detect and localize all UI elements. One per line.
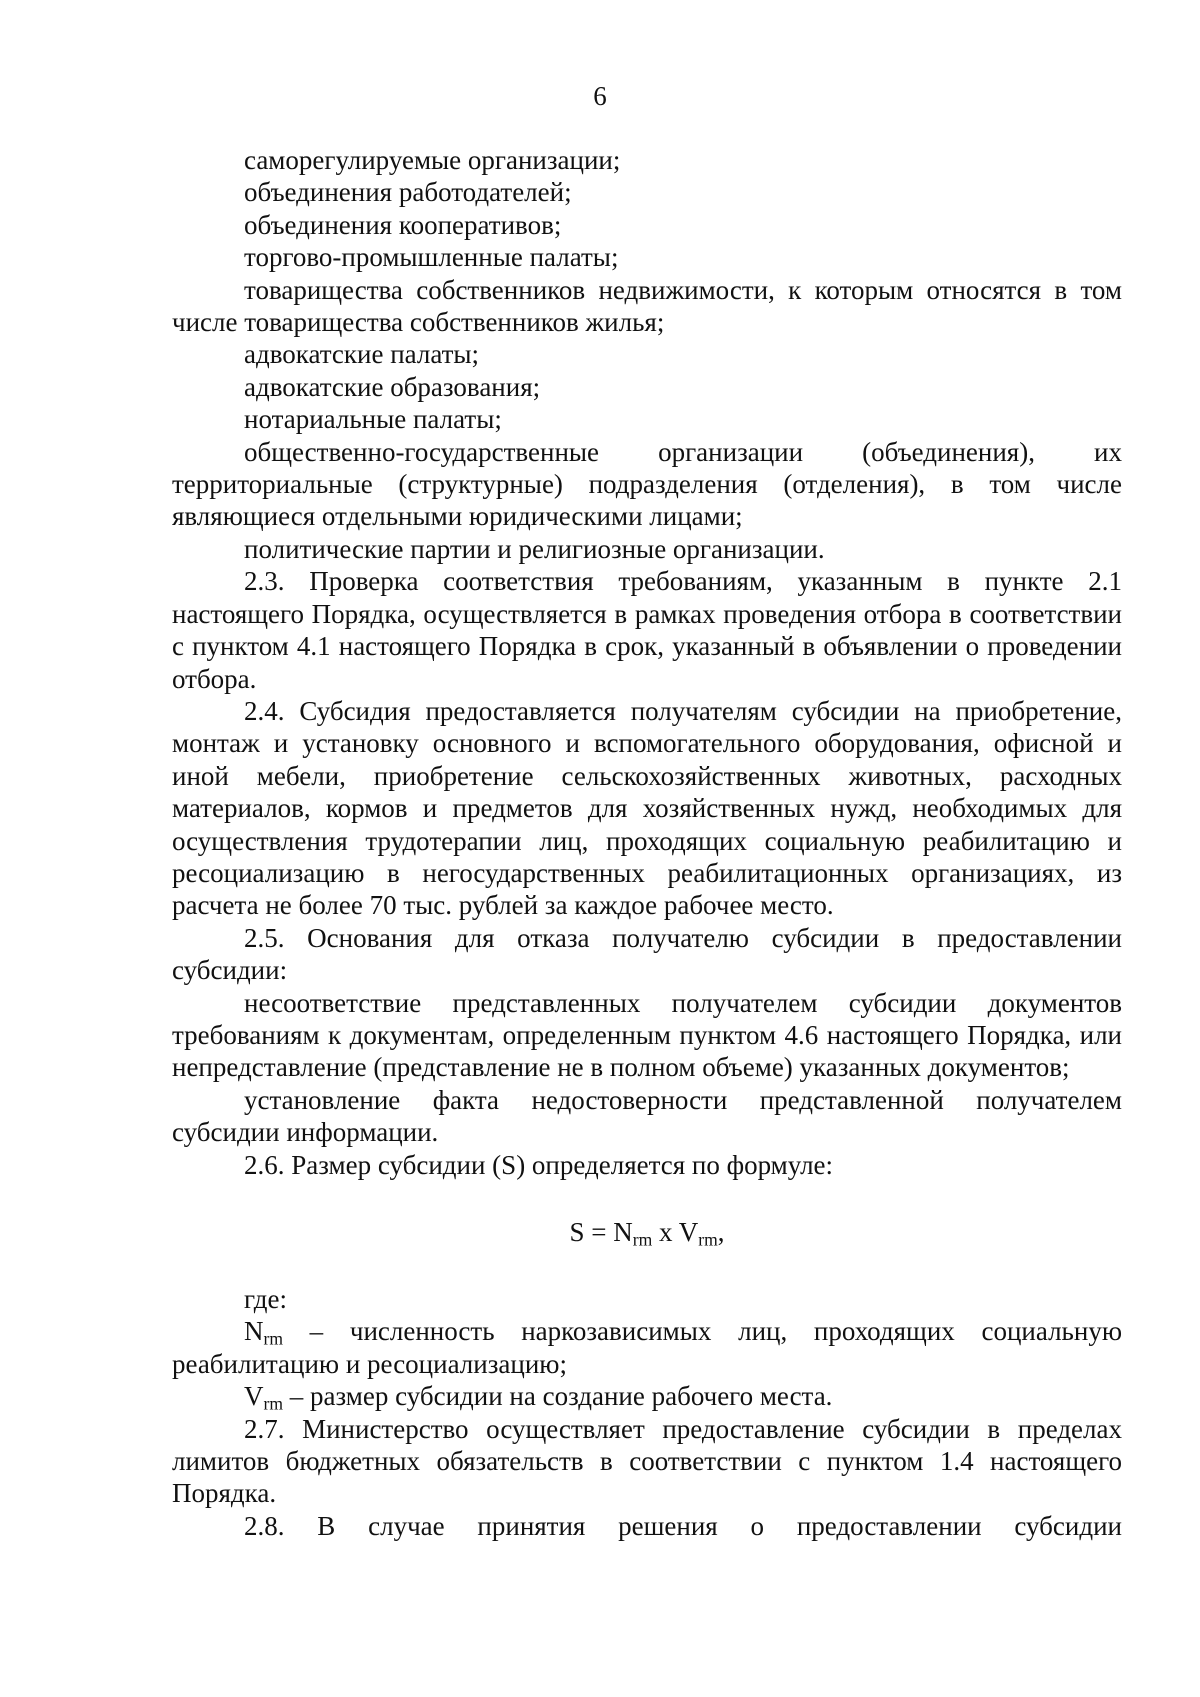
list-item: саморегулируемые организации; xyxy=(244,145,621,175)
definition-n-symbol: N xyxy=(244,1316,264,1347)
document-body xyxy=(172,144,1122,1542)
list-item: адвокатские образования; xyxy=(244,371,541,402)
list-item: адвокатские палаты; xyxy=(244,339,480,370)
definition-n-sub: rm xyxy=(263,1328,283,1349)
definition-v-sub: rm xyxy=(263,1393,283,1414)
paragraph-2-6: 2.6. Размер субсидии (S) определяется по формуле: xyxy=(244,1149,834,1180)
formula-sub-v: rm xyxy=(698,1229,718,1250)
definition-v xyxy=(172,1380,1122,1412)
paragraph-2-7: 2.7. Министерство осуществляет предоставление субсидии в пределах лимитов бюджетных обязательств в соответствии с пунктом 1.4 настоящего Порядка. xyxy=(172,1413,1122,1509)
paragraph-2-5-ground-b: установление факта недостоверности представленной получателем субсидии информации. xyxy=(172,1084,1122,1148)
definition-n xyxy=(172,1315,1122,1380)
paragraph-2-8: 2.8. В случае принятия решения о предоставлении субсидии xyxy=(244,1510,1122,1541)
paragraph-2-5-ground-a: несоответствие представленных получателем субсидии документов требованиям к документам, определенным пунктом 4.6 настоящего Порядка, или непредставление (представление не в полном объеме) указанных документов; xyxy=(172,987,1122,1083)
list-item: общественно-государственные организации (объединения), их территориальные (структурные) подразделения (отделения), в том числе являющиеся отдельными юридическими лицами; xyxy=(172,436,1122,532)
definition-n-text: – численность наркозависимых лиц, проходящих социальную реабилитацию и ресоциализацию; xyxy=(172,1316,1122,1379)
definition-v-symbol: V xyxy=(244,1381,264,1412)
list-item: торгово-промышленные палаты; xyxy=(244,242,619,273)
definition-v-text: – размер субсидии на создание рабочего места. xyxy=(282,1381,833,1412)
formula-lhs: S = N xyxy=(569,1217,633,1247)
list-item: объединения кооперативов; xyxy=(244,209,562,240)
where-label: где: xyxy=(244,1284,287,1314)
page-number: 6 xyxy=(593,81,607,111)
formula-sub-n: rm xyxy=(632,1229,653,1250)
list-item: нотариальные палаты; xyxy=(244,404,502,435)
paragraph-2-3: 2.3. Проверка соответствия требованиям, указанным в пункте 2.1 настоящего Порядка, осуществляется в рамках проведения отбора в соответствии с пунктом 4.1 настоящего Порядка в срок, указанный в объявлении о проведении отбора. xyxy=(172,566,1122,694)
paragraph-2-4: 2.4. Субсидия предоставляется получателям субсидии на приобретение, монтаж и установку основного и вспомогательного оборудования, офисной и иной мебели, приобретение сельскохозяйственных животных, расходных материалов, кормов и предметов для хозяйственных нужд, необходимых для осуществления трудотерапии лиц, проходящих социальную реабилитацию и ресоциализацию в негосударственных реабилитационных организациях, из расчета не более 70 тыс. рублей за каждое рабочее место. xyxy=(172,695,1122,921)
list-item: политические партии и религиозные организации. xyxy=(244,533,825,564)
list-item: объединения работодателей; xyxy=(244,177,572,208)
paragraph-2-5: 2.5. Основания для отказа получателю субсидии в предоставлении субсидии: xyxy=(172,922,1122,986)
list-item: товарищества собственников недвижимости, к которым относятся в том числе товарищества собственников жилья; xyxy=(172,274,1122,338)
formula-mid: x V xyxy=(652,1217,699,1247)
subsidy-formula xyxy=(172,1212,1122,1252)
formula-tail: , xyxy=(717,1217,725,1247)
